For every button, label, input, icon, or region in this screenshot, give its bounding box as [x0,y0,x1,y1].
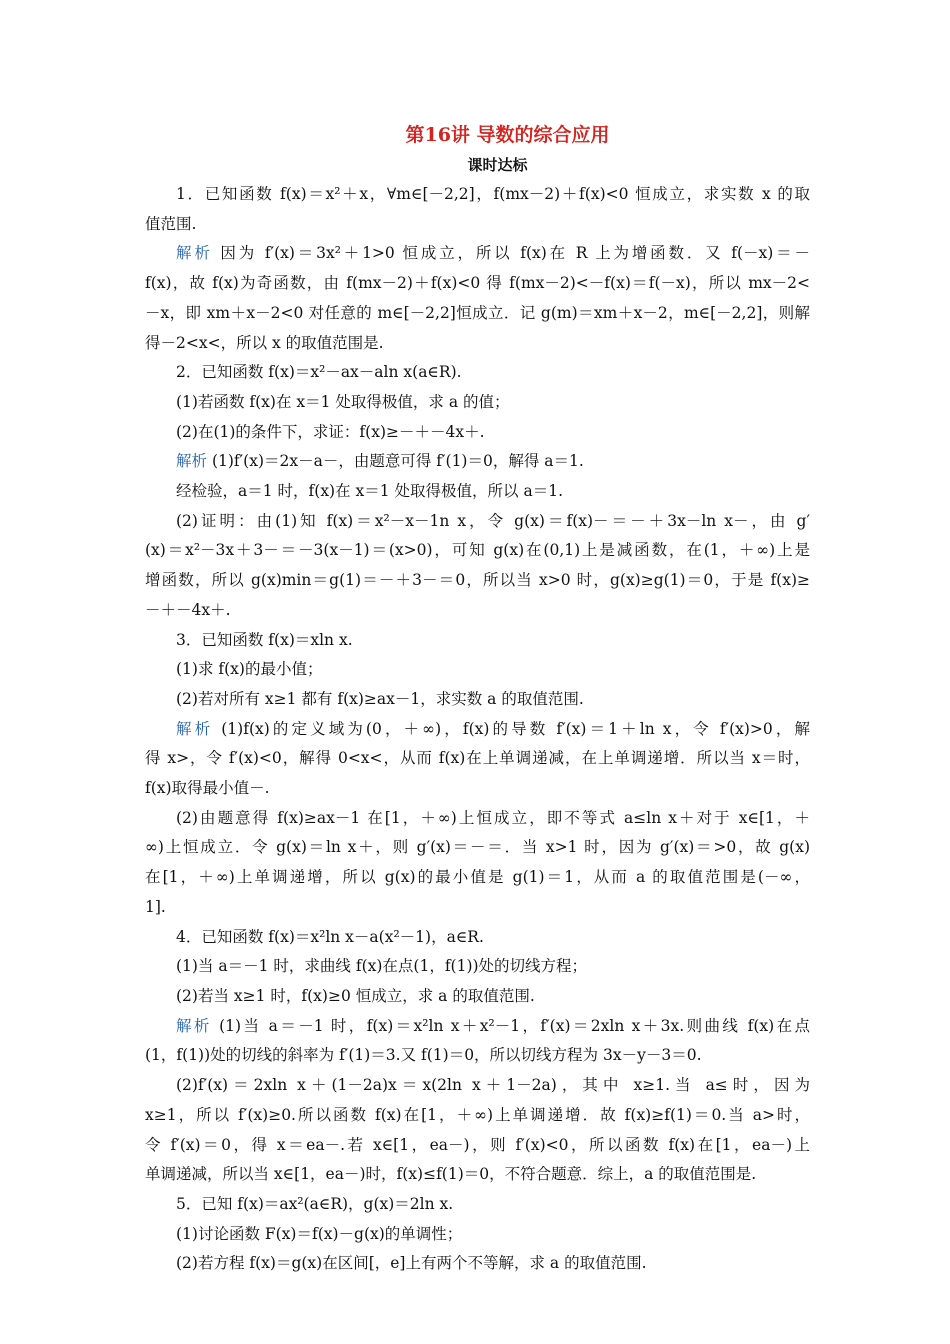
document-body [145,180,810,1279]
text-line [145,863,810,893]
text-line [145,507,810,537]
text-line [145,418,810,448]
text-line [145,1041,810,1071]
text-line [145,447,810,477]
text-line [145,388,810,418]
text-line [145,715,810,745]
text-line [145,329,810,359]
page-title: 第16讲 导数的综合应用 [405,124,610,146]
text-line [145,982,810,1012]
text-line [145,1131,810,1161]
line-text: f(x)取得最小值－. [145,779,270,798]
line-text: 5．已知 f(x)＝ax²(a∈R)，g(x)＝2ln x. [176,1194,454,1213]
text-line [145,923,810,953]
line-text: (1)当 a＝－1 时，f(x)＝x²ln x＋x²－1，f′(x)＝2xln x＋3x.则曲线 f(x)在点 [211,1016,810,1035]
line-text: 1．已知函数 f(x)＝x²＋x，∀m∈[－2,2]，f(mx－2)＋f(x)<0 恒成立，求实数 x 的取 [176,185,810,203]
text-line [145,299,810,329]
line-text: －x，即 xm＋x－2<0 对任意的 m∈[－2,2]恒成立．记 g(m)＝xm＋x－2，m∈[－2,2]，则解 [145,303,810,322]
text-line [145,1071,810,1101]
line-text: 令 f′(x)＝0，得 x＝ea－.若 x∈[1，ea－)，则 f′(x)<0，所以函数 f(x)在[1，ea－)上 [145,1135,810,1154]
page-subtitle: 课时达标 [467,156,528,174]
text-line [145,180,810,210]
text-line [145,893,810,923]
line-text: 3．已知函数 f(x)＝xln x. [176,630,353,649]
solution-label: 解析 [176,1016,212,1035]
line-text: (1)求 f(x)的最小值； [176,660,323,679]
line-text: 4．已知函数 f(x)＝x²ln x－a(x²－1)，a∈R. [176,927,484,946]
solution-label: 解析 [176,244,213,263]
line-text: 值范围. [145,214,197,233]
line-text: (2)由题意得 f(x)≥ax－1 在[1，＋∞)上恒成立，即不等式 a≤ln x＋对于 x∈[1，＋ [176,808,810,827]
line-text: 1]. [145,897,166,916]
text-line [145,358,810,388]
text-line [145,269,810,299]
text-line [145,210,810,240]
text-line [145,596,810,626]
line-text: 2．已知函数 f(x)＝x²－ax－aln x(a∈R). [176,363,462,382]
text-line [145,685,810,715]
line-text: 在[1，＋∞)上单调递增，所以 g(x)的最小值是 g(1)＝1，从而 a 的取值范围是(－∞， [145,868,810,887]
line-text: (1)f′(x)＝2x－a－，由题意可得 f′(1)＝0，解得 a＝1. [207,452,584,471]
line-text: 单调递减，所以当 x∈[1，ea－)时，f(x)≤f(1)＝0，不符合题意．综上，a 的取值范围是. [145,1165,757,1184]
line-text: (2)证明：由(1)知 f(x)＝x²－x－1n x，令 g(x)＝f(x)－＝－＋3x－ln x－，由 g′ [176,511,810,530]
line-text: (x)＝x²－3x＋3－＝－3(x－1)＝(x>0)，可知 g(x)在(0,1)上是减函数，在(1，＋∞)上是 [145,541,810,560]
text-line [145,566,810,596]
line-text: －＋－4x＋. [145,600,231,619]
text-line [145,536,810,566]
text-line [145,804,810,834]
line-text: (1)当 a＝－1 时，求曲线 f(x)在点(1，f(1))处的切线方程； [176,957,588,976]
text-line [145,626,810,656]
line-text: (1，f(1))处的切线的斜率为 f′(1)＝3.又 f(1)＝0，所以切线方程为 3x－y－3＝0. [145,1046,702,1065]
text-line [145,744,810,774]
solution-label: 解析 [176,452,208,471]
text-line [145,774,810,804]
line-text: 得 x>，令 f′(x)<0，解得 0<x<，从而 f(x)在上单调递减，在上单调递增．所以当 x＝时， [145,749,810,768]
line-text: f(x)，故 f(x)为奇函数，由 f(mx－2)＋f(x)<0 得 f(mx－2)<－f(x)＝f(－x)，所以 mx－2< [145,274,810,293]
text-line [145,1249,810,1279]
solution-label: 解析 [176,719,214,738]
text-line [145,833,810,863]
line-text: (1)若函数 f(x)在 x＝1 处取得极值，求 a 的值； [176,392,510,411]
text-line [145,1160,810,1190]
line-text: (2)若方程 f(x)＝g(x)在区间[，e]上有两个不等解，求 a 的取值范围. [176,1254,647,1273]
line-text: (2)若当 x≥1 时，f(x)≥0 恒成立，求 a 的取值范围. [176,986,535,1005]
line-text: 经检验，a＝1 时，f(x)在 x＝1 处取得极值，所以 a＝1. [176,482,564,501]
line-text: (1)讨论函数 F(x)＝f(x)－g(x)的单调性； [176,1224,463,1243]
line-text: 因为 f′(x)＝3x²＋1>0 恒成立，所以 f(x)在 R 上为增函数．又 f(－x)＝－ [212,244,810,263]
text-line [145,952,810,982]
line-text: ∞)上恒成立．令 g(x)＝ln x＋，则 g′(x)＝－＝．当 x>1 时，因为 g′(x)＝>0，故 g(x) [145,838,810,857]
text-line [145,655,810,685]
line-text: (2)f′(x)＝2xln x＋(1－2a)x＝x(2ln x＋1－2a)，其中 x≥1.当 a≤时，因为 [176,1076,810,1095]
text-line [145,1101,810,1131]
line-text: 得－2<x<，所以 x 的取值范围是. [145,333,384,352]
text-line [145,239,810,269]
document-page [145,118,810,1279]
line-text: (2)在(1)的条件下，求证：f(x)≥－＋－4x＋. [176,422,485,441]
text-line [145,1012,810,1042]
text-line [145,1190,810,1220]
text-line [145,1220,810,1250]
line-text: 增函数，所以 g(x)min＝g(1)＝－＋3－＝0，所以当 x>0 时，g(x)≥g(1)＝0，于是 f(x)≥ [145,571,810,590]
line-text: (2)若对所有 x≥1 都有 f(x)≥ax－1，求实数 a 的取值范围. [176,689,584,708]
line-text: x≥1，所以 f′(x)≥0.所以函数 f(x)在[1，＋∞)上单调递增．故 f(x)≥f(1)＝0.当 a>时， [145,1105,810,1124]
text-line [145,477,810,507]
line-text: (1)f(x)的定义域为(0，＋∞)，f(x)的导数 f′(x)＝1＋ln x，令 f′(x)>0，解 [213,719,810,738]
